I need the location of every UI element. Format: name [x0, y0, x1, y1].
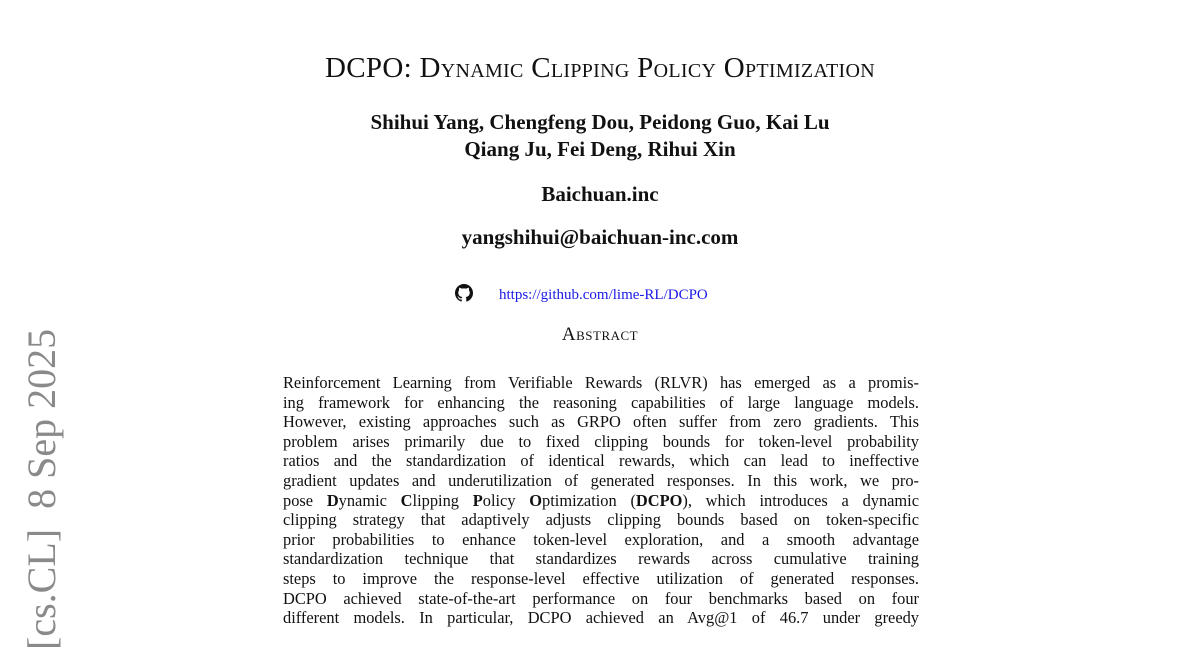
bold-initial: O	[529, 490, 543, 510]
text: lipping	[412, 490, 473, 510]
bold-acronym: DCPO	[635, 490, 683, 510]
abstract-line: However, existing approaches such as GRPO often suffer from zero gradients. This	[283, 412, 919, 432]
abstract-line-method	[283, 491, 919, 511]
arxiv-stamp-text: [cs.CL] 8 Sep 2025	[19, 328, 64, 650]
email: yangshihui@baichuan-inc.com	[461, 225, 739, 249]
abstract-line: Reinforcement Learning from Verifiable Rewards (RLVR) has emerged as a promis-	[283, 373, 919, 392]
abstract-body	[283, 373, 919, 628]
arxiv-stamp	[18, 328, 78, 660]
abstract-line: ratios and the standardization of identical rewards, which can lead to ineffective	[283, 451, 919, 471]
affiliation: Baichuan.inc	[541, 182, 659, 206]
authors	[0, 109, 1200, 163]
abstract-heading: Abstract	[561, 324, 639, 345]
abstract-line: standardization technique that standardizes rewards across cumulative training	[283, 549, 919, 569]
paper-title: DCPO: Dynamic Clipping Policy Optimization	[325, 52, 875, 84]
text: ), which introduces a dynamic	[682, 490, 920, 510]
text: ynamic	[338, 490, 401, 510]
github-icon	[455, 284, 473, 307]
repo-link-row	[455, 285, 708, 305]
abstract-line: steps to improve the response-level effective utilization of generated responses.	[283, 568, 919, 588]
text: olicy	[482, 490, 530, 510]
abstract-line: different models. In particular, DCPO achieved an Avg@1 of 46.7 under greedy	[283, 608, 919, 628]
abstract-line: ing framework for enhancing the reasoning capabilities of large language models.	[283, 392, 919, 412]
abstract-line: prior probabilities to enhance token-level exploration, and a smooth advantage	[283, 529, 919, 549]
abstract-line: problem arises primarily due to fixed clipping bounds for token-level probability	[283, 431, 919, 451]
bold-initial: C	[400, 490, 413, 510]
abstract-line: DCPO achieved state-of-the-art performance on four benchmarks based on four	[283, 588, 919, 608]
authors-line-1: Shihui Yang, Chengfeng Dou, Peidong Guo, Kai Lu	[370, 110, 830, 134]
authors-line-2: Qiang Ju, Fei Deng, Rihui Xin	[464, 137, 736, 161]
bold-initial: D	[326, 490, 339, 510]
text: pose	[283, 490, 327, 510]
abstract-line: clipping strategy that adaptively adjusts clipping bounds based on token-specific	[283, 510, 919, 530]
repo-link[interactable]: https://github.com/lime-RL/DCPO	[499, 286, 708, 303]
bold-initial: P	[472, 490, 483, 510]
text: ptimization (	[542, 490, 636, 510]
abstract-line: gradient updates and underutilization of generated responses. In this work, we pro-	[283, 470, 919, 490]
